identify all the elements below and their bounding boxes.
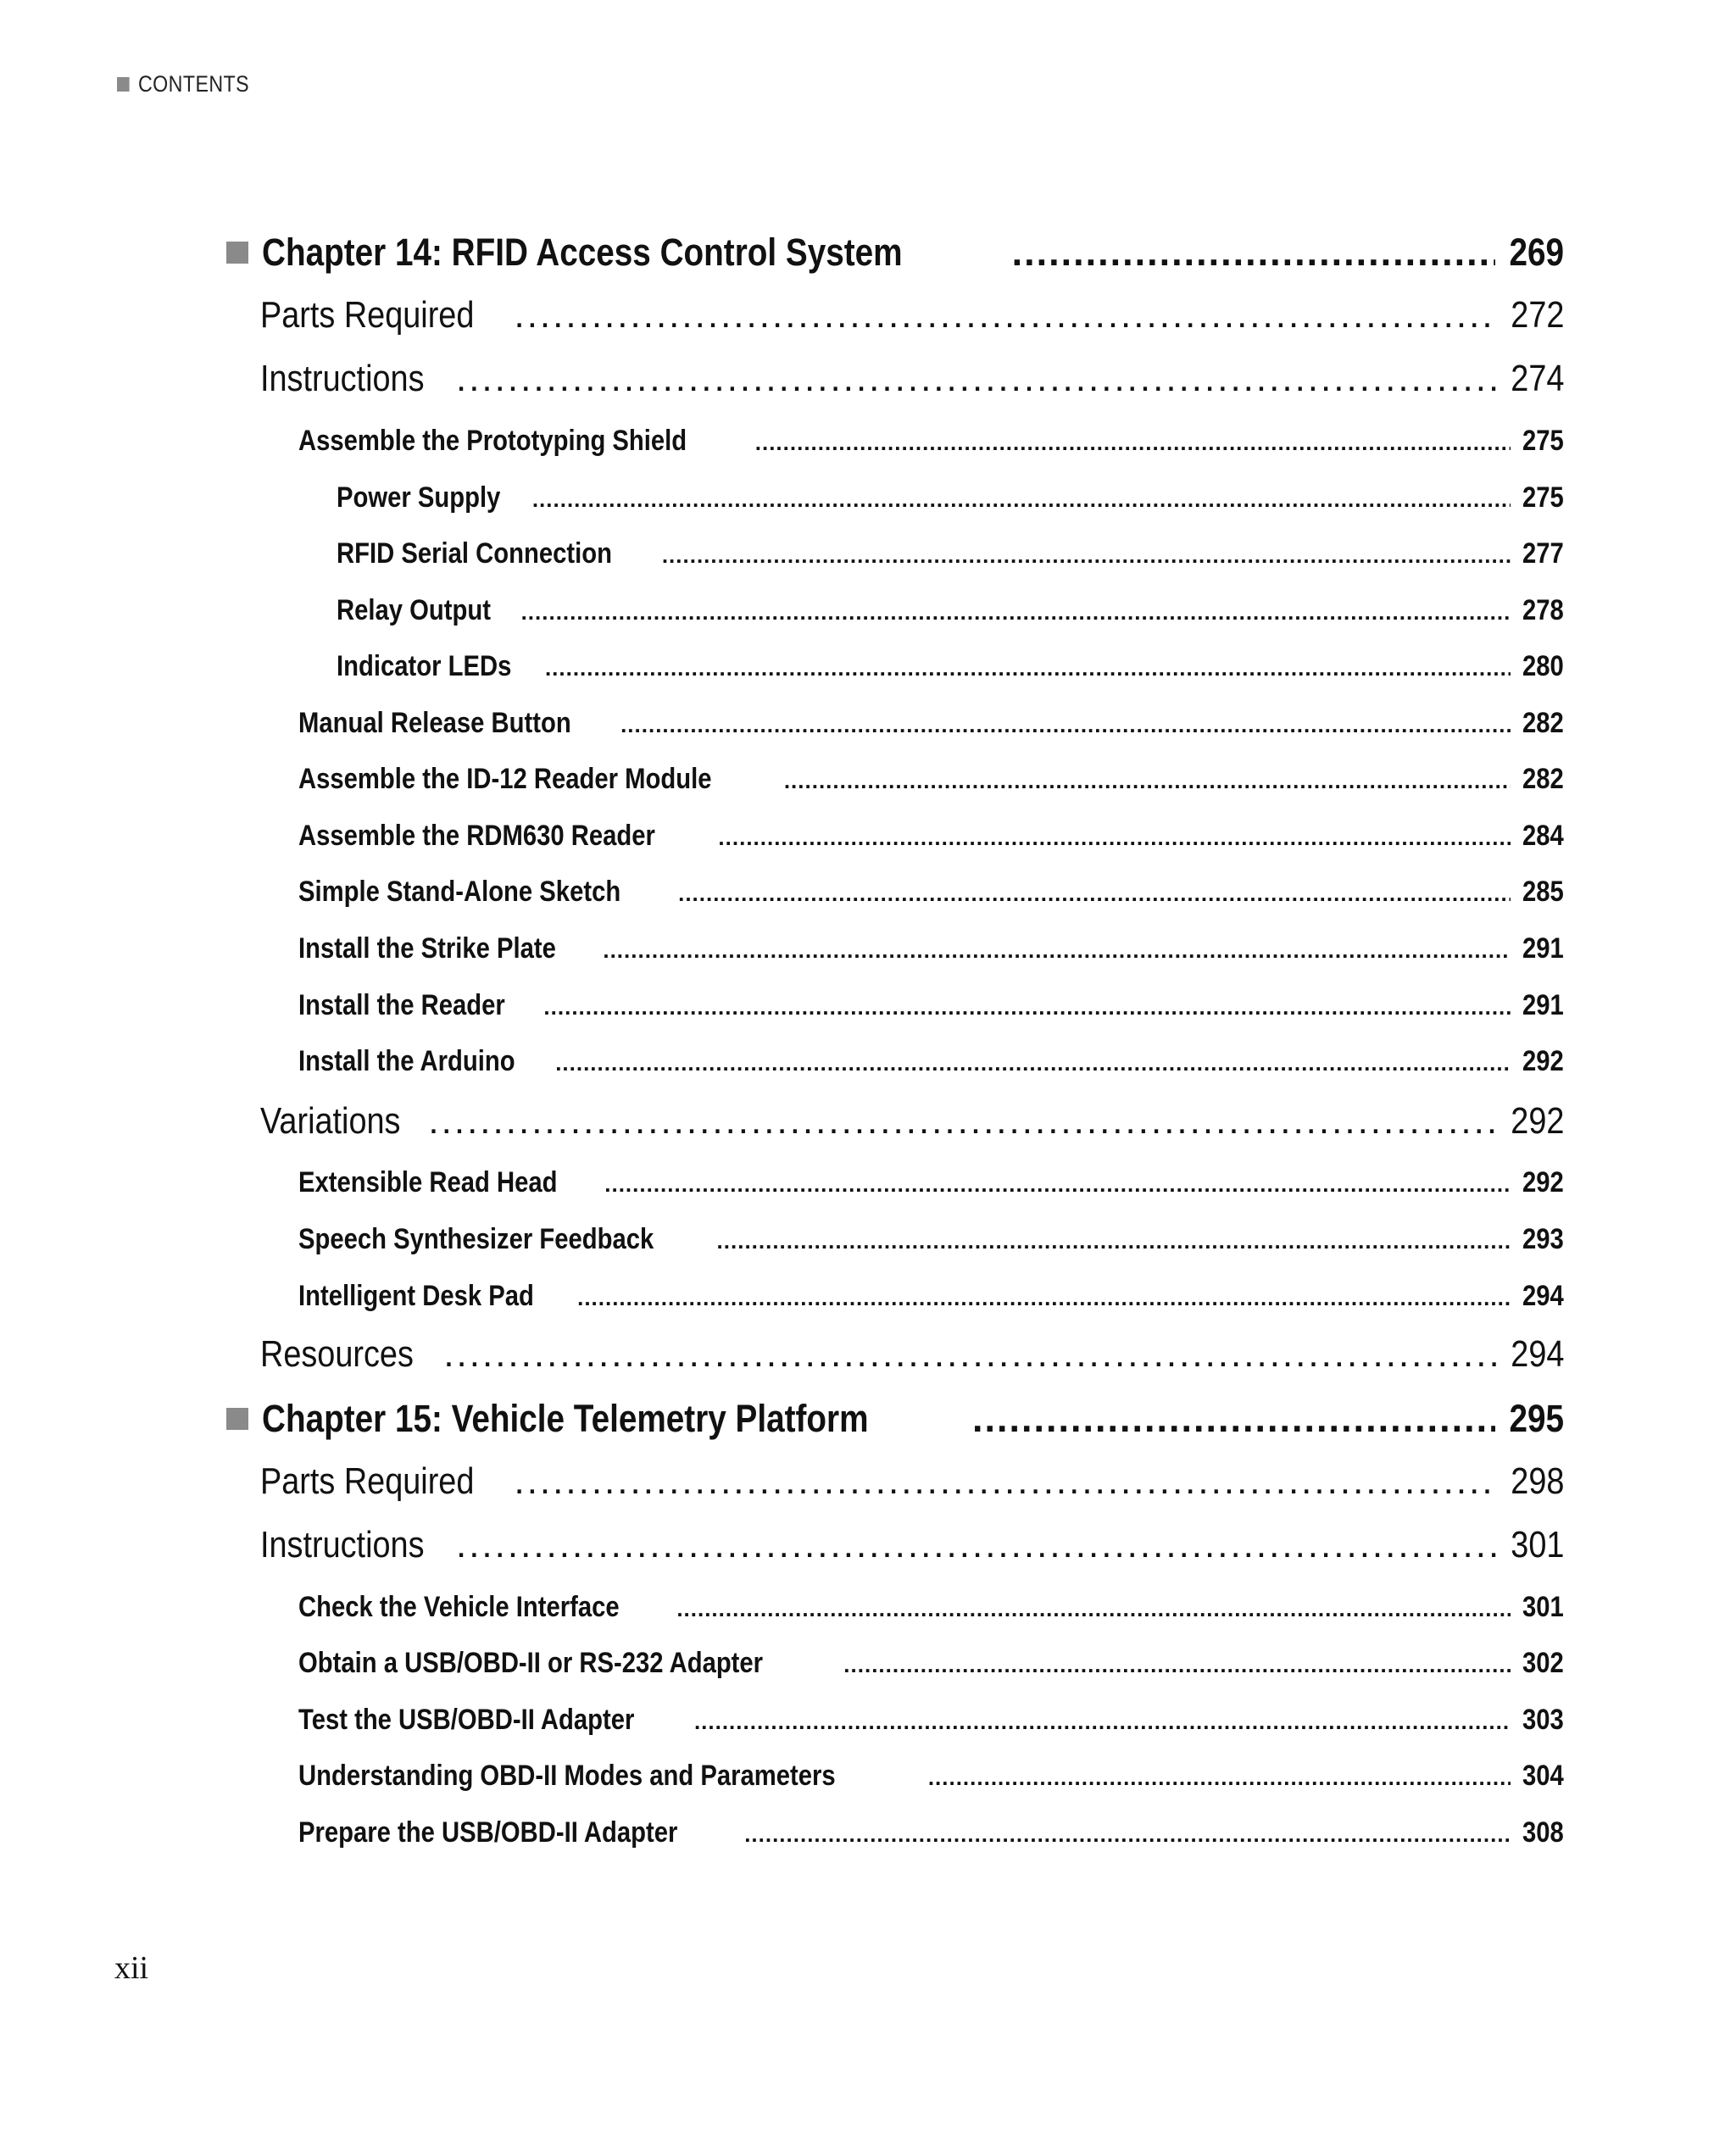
toc-entry[interactable] bbox=[298, 1760, 1564, 1793]
toc-entry-title: Indicator LEDs bbox=[337, 650, 512, 682]
square-bullet-icon bbox=[117, 77, 130, 92]
dot-leader bbox=[678, 881, 1511, 907]
toc-entry[interactable] bbox=[260, 1100, 1564, 1143]
toc-entry-title: Install the Reader bbox=[298, 989, 505, 1021]
dot-leader bbox=[514, 294, 1496, 336]
toc-entry-title: Install the Arduino bbox=[298, 1045, 515, 1077]
toc-entry-page: 282 bbox=[1522, 763, 1564, 795]
toc-entry[interactable] bbox=[298, 1591, 1564, 1624]
toc-entry-title: Parts Required bbox=[260, 1460, 475, 1502]
toc-entry[interactable] bbox=[260, 358, 1564, 400]
toc-entry-page: 293 bbox=[1522, 1223, 1564, 1255]
toc-entry-title: Parts Required bbox=[260, 294, 475, 336]
toc-entry-page: 292 bbox=[1522, 1045, 1564, 1077]
toc-entry-title: Instructions bbox=[260, 1524, 425, 1565]
toc-entry[interactable] bbox=[298, 1704, 1564, 1737]
running-header bbox=[117, 71, 249, 97]
toc-entry[interactable] bbox=[298, 932, 1564, 965]
toc-entry-title: Speech Synthesizer Feedback bbox=[298, 1223, 654, 1255]
dot-leader bbox=[718, 825, 1511, 851]
toc-entry-page: 294 bbox=[1522, 1280, 1564, 1312]
toc-entry[interactable] bbox=[337, 537, 1564, 570]
toc-entry-title: Assemble the Prototyping Shield bbox=[298, 425, 687, 457]
dot-leader bbox=[514, 1460, 1496, 1503]
toc-entry-title: Understanding OBD-II Modes and Parameters bbox=[298, 1760, 836, 1792]
toc-entry-title: Install the Strike Plate bbox=[298, 932, 556, 965]
square-bullet-icon bbox=[226, 1408, 248, 1430]
toc-entry[interactable] bbox=[226, 231, 1564, 275]
dot-leader bbox=[443, 1333, 1496, 1376]
toc-entry-page: 301 bbox=[1510, 1524, 1564, 1565]
dot-leader bbox=[744, 1821, 1511, 1848]
toc-entry-title: Relay Output bbox=[337, 594, 491, 626]
running-header-label: CONTENTS bbox=[137, 71, 250, 97]
dot-leader bbox=[972, 1397, 1495, 1441]
toc-entry[interactable] bbox=[298, 1280, 1564, 1313]
dot-leader bbox=[521, 599, 1511, 626]
toc-entry-page: 277 bbox=[1522, 537, 1564, 570]
toc-entry-page: 292 bbox=[1510, 1100, 1564, 1142]
toc-entry-page: 284 bbox=[1522, 820, 1564, 852]
dot-leader bbox=[545, 655, 1511, 681]
toc-entry[interactable] bbox=[298, 876, 1564, 909]
toc-entry-page: 294 bbox=[1510, 1333, 1564, 1375]
toc-entry-title: RFID Serial Connection bbox=[337, 537, 612, 570]
toc-entry-title: Resources bbox=[260, 1333, 414, 1375]
toc-entry-page: 269 bbox=[1509, 231, 1564, 274]
toc-entry[interactable] bbox=[298, 1223, 1564, 1256]
toc-entry[interactable] bbox=[226, 1397, 1564, 1441]
toc-entry-page: 274 bbox=[1510, 358, 1564, 399]
toc-entry-page: 304 bbox=[1522, 1760, 1564, 1792]
toc-entry[interactable] bbox=[298, 1166, 1564, 1199]
toc-entry[interactable] bbox=[298, 1816, 1564, 1849]
dot-leader bbox=[603, 937, 1511, 964]
dot-leader bbox=[928, 1765, 1511, 1791]
dot-leader bbox=[717, 1228, 1511, 1254]
square-bullet-icon bbox=[226, 242, 248, 264]
dot-leader bbox=[662, 542, 1511, 569]
toc-entry-title: Check the Vehicle Interface bbox=[298, 1591, 620, 1623]
toc-entry-title: Assemble the RDM630 Reader bbox=[298, 820, 655, 852]
toc-entry[interactable] bbox=[298, 763, 1564, 796]
toc-entry-page: 292 bbox=[1522, 1166, 1564, 1198]
toc-entry-page: 272 bbox=[1510, 294, 1564, 336]
toc-entry-title: Assemble the ID-12 Reader Module bbox=[298, 763, 712, 795]
toc-entry-title: Manual Release Button bbox=[298, 707, 571, 739]
toc-entry-page: 280 bbox=[1522, 650, 1564, 682]
toc-entry-title: Chapter 14: RFID Access Control System bbox=[262, 231, 903, 274]
toc-entry[interactable] bbox=[337, 594, 1564, 627]
dot-leader bbox=[1012, 231, 1495, 275]
toc-entry-title: Test the USB/OBD-II Adapter bbox=[298, 1704, 635, 1736]
dot-leader bbox=[532, 487, 1511, 513]
toc-entry-page: 291 bbox=[1522, 932, 1564, 965]
toc-entry[interactable] bbox=[298, 707, 1564, 740]
toc-entry-page: 302 bbox=[1522, 1647, 1564, 1679]
dot-leader bbox=[555, 1050, 1511, 1076]
toc-entry-page: 275 bbox=[1522, 481, 1564, 514]
dot-leader bbox=[755, 430, 1511, 456]
toc-entry[interactable] bbox=[260, 294, 1564, 336]
toc-entry-page: 275 bbox=[1522, 425, 1564, 457]
toc-entry-page: 301 bbox=[1522, 1591, 1564, 1623]
toc-entry-title: Variations bbox=[260, 1100, 401, 1142]
toc-entry[interactable] bbox=[260, 1333, 1564, 1376]
toc-entry-title: Extensible Read Head bbox=[298, 1166, 558, 1198]
dot-leader bbox=[843, 1652, 1511, 1678]
dot-leader bbox=[604, 1171, 1511, 1198]
toc-entry[interactable] bbox=[298, 425, 1564, 458]
toc-entry-page: 295 bbox=[1509, 1397, 1564, 1440]
toc-entry-page: 285 bbox=[1522, 876, 1564, 908]
toc-entry[interactable] bbox=[260, 1524, 1564, 1566]
toc-entry[interactable] bbox=[298, 1647, 1564, 1680]
toc-entry[interactable] bbox=[298, 820, 1564, 853]
dot-leader bbox=[456, 358, 1497, 400]
toc-entry[interactable] bbox=[298, 989, 1564, 1022]
toc-entry-title: Instructions bbox=[260, 358, 425, 399]
toc-entry-page: 303 bbox=[1522, 1704, 1564, 1736]
toc-entry-page: 282 bbox=[1522, 707, 1564, 739]
toc-entry-title: Intelligent Desk Pad bbox=[298, 1280, 534, 1312]
toc-entry[interactable] bbox=[337, 650, 1564, 683]
toc-entry-title: Simple Stand-Alone Sketch bbox=[298, 876, 621, 908]
dot-leader bbox=[428, 1100, 1496, 1143]
toc-entry-page: 308 bbox=[1522, 1816, 1564, 1849]
toc-entry-page: 298 bbox=[1510, 1460, 1564, 1502]
toc-entry-title: Chapter 15: Vehicle Telemetry Platform bbox=[262, 1397, 869, 1440]
toc-entry[interactable] bbox=[337, 481, 1564, 514]
dot-leader bbox=[694, 1709, 1511, 1735]
toc-entry-page: 278 bbox=[1522, 594, 1564, 626]
dot-leader bbox=[456, 1524, 1497, 1566]
toc-entry[interactable] bbox=[260, 1460, 1564, 1503]
toc-entry-page: 291 bbox=[1522, 989, 1564, 1021]
toc-entry[interactable] bbox=[298, 1045, 1564, 1078]
toc-entry-title: Power Supply bbox=[337, 481, 501, 514]
dot-leader bbox=[620, 712, 1511, 738]
dot-leader bbox=[577, 1285, 1511, 1311]
dot-leader bbox=[543, 994, 1511, 1020]
page-folio: xii bbox=[114, 1950, 149, 1986]
dot-leader bbox=[676, 1596, 1511, 1622]
toc-entry-title: Obtain a USB/OBD-II or RS-232 Adapter bbox=[298, 1647, 764, 1679]
dot-leader bbox=[784, 768, 1511, 794]
toc-entry-title: Prepare the USB/OBD-II Adapter bbox=[298, 1816, 678, 1849]
